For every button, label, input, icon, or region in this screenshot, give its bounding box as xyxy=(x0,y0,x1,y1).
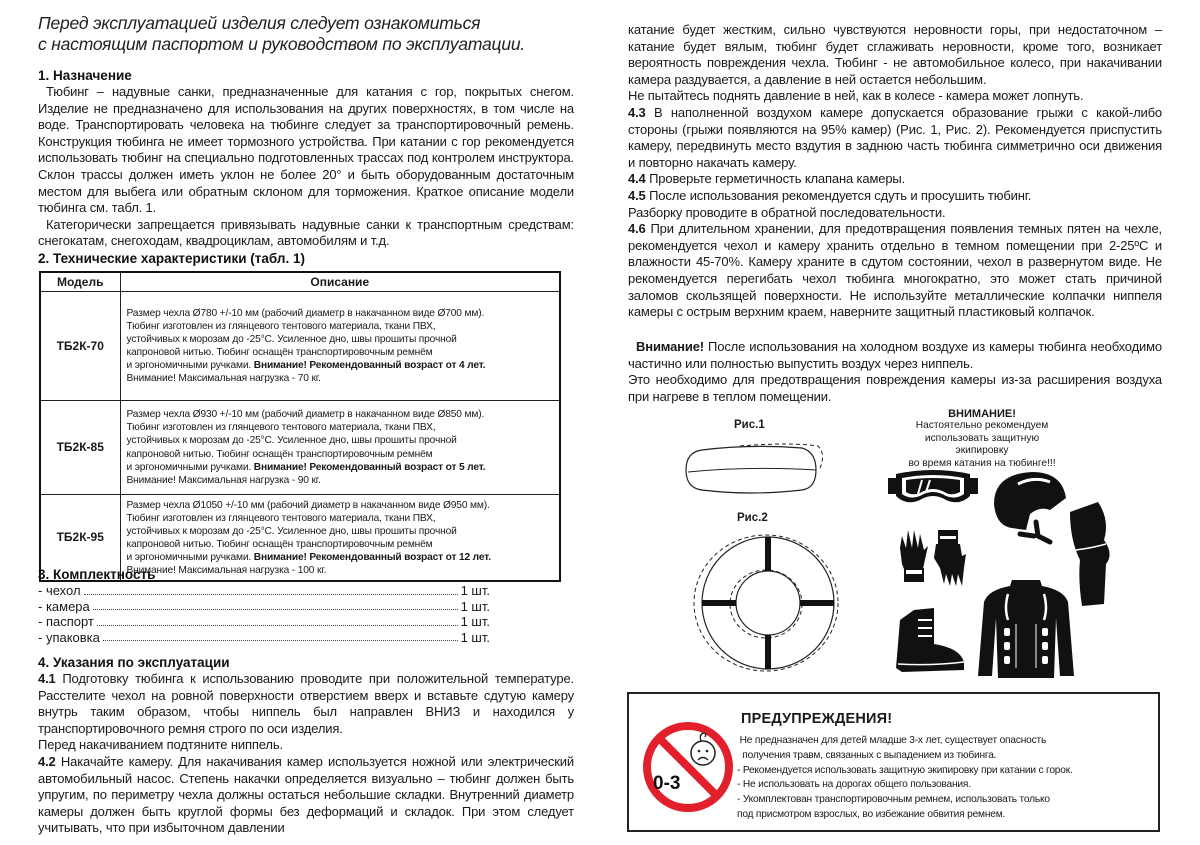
table-row xyxy=(40,400,560,494)
para-text: В наполненной воздухом камере допускается образование грыжи с какой-либо стороны (грыжи появляются на 95% камер) (Рис. 1, Рис. 2). Рекомендуется приспустить камеру, передвинуть место вздутия в заднюю часть тюбинга симметрично оси движения и повторно накачать камеру. xyxy=(628,104,1162,170)
section-1-title: 1. Назначение xyxy=(38,68,132,83)
section-2-title: 2. Технические характеристики (табл. 1) xyxy=(38,251,305,266)
section-1-para-1: Тюбинг – надувные санки, предназначенные для катания с гор, покрытых снегом. Изделие не предназначено для использования на других поверхностях, в том числе на воде. Транспортировать человека на тюбинге следует за транспортировочный ремень. Конструкция тюбинга не имеет тормозного устройства. При катании с гор рекомендуется использовать тюбинг на специально подготовленных трассах под контролем инструктора. Склон трассы должен иметь уклон не более 20° и быть оборудованным достаточным местом для выбега или обратным склоном для торможения. Краткое описание модели тюбинга см. табл. 1. xyxy=(38,84,574,216)
desc-line: капроновой нитью. Тюбинг оснащён транспортировочным ремнём xyxy=(126,347,433,358)
para-4-5b: Разборку проводите в обратной последовательности. xyxy=(628,204,946,220)
model-cell: ТБ2К-95 xyxy=(40,494,120,581)
para-4-5 xyxy=(628,188,1162,205)
section-4-title: 4. Указания по эксплуатации xyxy=(38,655,230,670)
equipment-line: Настоятельно рекомендуем xyxy=(915,420,1049,432)
ski-goggles-icon xyxy=(888,468,978,508)
figure-1-label: Рис.1 xyxy=(734,419,765,431)
para-number: 4.3 xyxy=(628,104,646,120)
kit-item xyxy=(38,614,490,630)
warnings-box xyxy=(627,692,1160,832)
desc-text: и эргономичными ручками. xyxy=(126,551,252,563)
age-badge: 0-3 xyxy=(653,773,681,794)
desc-line: Тюбинг изготовлен из глянцевого тентового материала, ткани ПВХ, xyxy=(126,320,436,332)
section-usage xyxy=(38,655,574,837)
section-contents xyxy=(38,567,490,645)
kit-item-name: - чехол xyxy=(38,583,81,598)
warning-line: - Рекомендуется использовать защитную экипировку при катании с горок. xyxy=(737,764,1073,776)
table-row xyxy=(40,291,560,400)
desc-line: Тюбинг изготовлен из глянцевого тентового материала, ткани ПВХ, xyxy=(126,422,436,434)
thermal-shirt-icon xyxy=(976,578,1076,680)
load-warning: Внимание! Максимальная нагрузка - 100 кг. xyxy=(126,564,327,576)
para-4-6 xyxy=(628,221,1162,321)
desc-line: Тюбинг изготовлен из глянцевого тентового материала, ткани ПВХ, xyxy=(126,512,436,524)
kit-item-qty: 1 шт. xyxy=(460,614,490,630)
age-warning: Внимание! Рекомендованный возраст от 4 лет. xyxy=(253,360,486,372)
desc-line: устойчивых к морозам до -25°С. Усиленное дно, швы прошиты прочной xyxy=(126,525,457,537)
attention-para-2: Это необходимо для предотвращения повреждения камеры из-за расширения воздуха при нагреве в теплом помещении. xyxy=(628,372,1162,404)
equipment-title: ВНИМАНИЕ! xyxy=(948,408,1016,420)
dot-leader xyxy=(97,614,458,626)
desc-line xyxy=(127,551,556,564)
kit-item-qty: 1 шт. xyxy=(460,583,490,598)
para-text: Подготовку тюбинга к использованию проводите при положительной температуре. Расстелите чехол на ровной поверхности отверстием вверх и вставьте сдутую камеру внутрь таким образом, чтобы ниппель был направлен ВНИЗ и находился у транспортировочного ремня строго по оси изделия. xyxy=(38,671,575,736)
para-text: Накачайте камеру. Для накачивания камер используется ножной или электрический автомобильный насос. Степень накачки определяется визуально – тюбинг должен быть упругим, по периметру чехла должны остаться небольшие складки. Внутренний диаметр камеры должен быть круглой формы без деформаций и складок. При этом следует учитывать, что при избыточном давлении xyxy=(38,753,575,836)
section-specs xyxy=(38,251,574,267)
kit-item xyxy=(38,599,490,615)
para-4-3 xyxy=(628,105,1162,171)
desc-line: капроновой нитью. Тюбинг оснащён транспортировочным ремнём xyxy=(126,538,433,550)
load-warning: Внимание! Максимальная нагрузка - 70 кг. xyxy=(126,373,321,385)
section-purpose xyxy=(38,68,574,250)
warning-line: получения травм, связанных с выпадением из тюбинга. xyxy=(737,749,997,761)
tube-top-view-icon xyxy=(672,532,852,674)
desc-text: и эргономичными ручками. xyxy=(126,360,252,372)
desc-text: и эргономичными ручками. xyxy=(126,461,252,473)
kit-item xyxy=(38,583,490,599)
equipment-note xyxy=(900,408,1064,470)
age-warning: Внимание! Рекомендованный возраст от 12 лет. xyxy=(253,551,491,563)
no-children-under-3-icon xyxy=(641,719,735,815)
desc-line: Размер чехла Ø930 +/-10 мм (рабочий диаметр в накачанном виде Ø850 мм). xyxy=(126,409,485,421)
boot-icon xyxy=(894,608,966,676)
desc-line: устойчивых к морозам до -25°С. Усиленное дно, швы прошиты прочной xyxy=(126,333,457,345)
equipment-line: во время катания на тюбинге!!! xyxy=(908,457,1056,469)
tube-side-view-icon xyxy=(680,440,830,502)
load-warning: Внимание! Максимальная нагрузка - 90 кг. xyxy=(126,474,321,486)
desc-line: капроновой нитью. Тюбинг оснащён транспортировочным ремнём xyxy=(126,448,433,460)
model-cell: ТБ2К-70 xyxy=(40,291,120,400)
description-cell xyxy=(120,291,560,400)
para-4-1b: Перед накачиванием подтяните ниппель. xyxy=(38,737,283,753)
attention-label: Внимание! xyxy=(636,339,704,354)
desc-line xyxy=(127,359,556,372)
figure-2-label: Рис.2 xyxy=(737,512,768,524)
desc-line: Размер чехла Ø780 +/-10 мм (рабочий диаметр в накачанном виде Ø700 мм). xyxy=(126,307,485,319)
helmet-icon xyxy=(990,470,1070,548)
para-4-1 xyxy=(38,671,574,737)
dot-leader xyxy=(93,599,458,611)
para-4-2-continued-2: Не пытайтесь поднять давление в ней, как в колесе - камера может лопнуть. xyxy=(628,88,1084,104)
para-text: После использования рекомендуется сдуть и просушить тюбинг. xyxy=(649,187,1032,203)
specs-table xyxy=(39,271,561,582)
section-1-para-2: Категорически запрещается привязывать надувные санки к транспортным средствам: снегокатам, снегоходам, квадроциклам, автомобилям и т.д. xyxy=(38,216,574,249)
desc-line: устойчивых к морозам до -25°С. Усиленное дно, швы прошиты прочной xyxy=(126,435,457,447)
para-text: При длительном хранении, для предотвращения появления темных пятен на чехле, рекомендуется чехол и камеру хранить отдельно в темном помещении при 2-25ºС и влажности 45-70%. Камеру храните в сдутом состоянии, чехол в развернутом виде. Не рекомендуется перегибать чехол тюбинга многократно, это может стать причиной заломов скользящей поверхности. Не используйте металлические колпачки ниппеля камеры с острым верхним краем, наверните защитный пластиковый колпачок. xyxy=(628,221,1162,320)
table-header-row xyxy=(40,272,560,291)
para-number: 4.2 xyxy=(38,753,56,769)
desc-line: Размер чехла Ø1050 +/-10 мм (рабочий диаметр в накачанном виде Ø950 мм). xyxy=(126,499,490,511)
intro-note xyxy=(38,13,525,55)
warning-line: Не предназначен для детей младше 3-х лет, существует опасность xyxy=(737,735,1047,746)
kit-item-name: - упаковка xyxy=(38,629,100,645)
equipment-line: использовать защитную экипировку xyxy=(924,432,1040,457)
header-model: Модель xyxy=(40,272,120,291)
gloves-icon xyxy=(896,528,968,590)
para-number: 4.5 xyxy=(628,187,646,203)
attention-para-1 xyxy=(628,339,1162,372)
attention-text: После использования на холодном воздухе из камеры тюбинга необходимо частично или полностью выпустить воздух через ниппель. xyxy=(628,339,1162,371)
attention-block xyxy=(628,339,1162,405)
kit-item-name: - камера xyxy=(38,598,90,614)
description-cell xyxy=(120,400,560,494)
para-4-2 xyxy=(38,754,574,837)
warning-line: - Укомплектован транспортировочным ремнем, использовать только xyxy=(737,794,1050,806)
para-number: 4.1 xyxy=(38,671,56,686)
para-text: Проверьте герметичность клапана камеры. xyxy=(649,171,906,187)
warning-line: под присмотром взрослых, во избежание обвития ремнем. xyxy=(737,808,1006,820)
intro-line-1: Перед эксплуатацией изделия следует ознакомиться xyxy=(38,13,481,33)
para-number: 4.4 xyxy=(628,171,646,187)
kit-item-qty: 1 шт. xyxy=(460,598,490,614)
age-warning: Внимание! Рекомендованный возраст от 5 лет. xyxy=(253,461,486,473)
kit-item-qty: 1 шт. xyxy=(460,629,490,645)
warnings-list xyxy=(737,734,1073,823)
dot-leader xyxy=(84,583,458,595)
intro-line-2: с настоящим паспортом и руководством по эксплуатации. xyxy=(38,34,526,54)
para-number: 4.6 xyxy=(628,221,646,237)
section-usage-continued xyxy=(628,22,1162,321)
warnings-title: ПРЕДУПРЕЖДЕНИЯ! xyxy=(741,711,893,727)
model-cell: ТБ2К-85 xyxy=(40,400,120,494)
dot-leader xyxy=(103,630,458,642)
section-3-title: 3. Комплектность xyxy=(38,567,156,582)
warning-line: - Не использовать на дорогах общего пользования. xyxy=(737,779,971,791)
desc-line xyxy=(127,461,556,474)
header-description: Описание xyxy=(120,272,560,291)
para-4-4 xyxy=(628,171,1162,188)
para-4-2-continued: катание будет жестким, сильно чувствуются неровности горы, при недостаточном – катание будет вялым, тюбинг будет сглаживать неровности, кроме того, возникает вероятность повреждения чехла. Тюбинг - не автомобильное колесо, при накачивании камера раздувается, а давление в ней остается небольшим. xyxy=(628,22,1162,87)
kit-item xyxy=(38,630,490,646)
kit-item-name: - паспорт xyxy=(38,614,94,630)
